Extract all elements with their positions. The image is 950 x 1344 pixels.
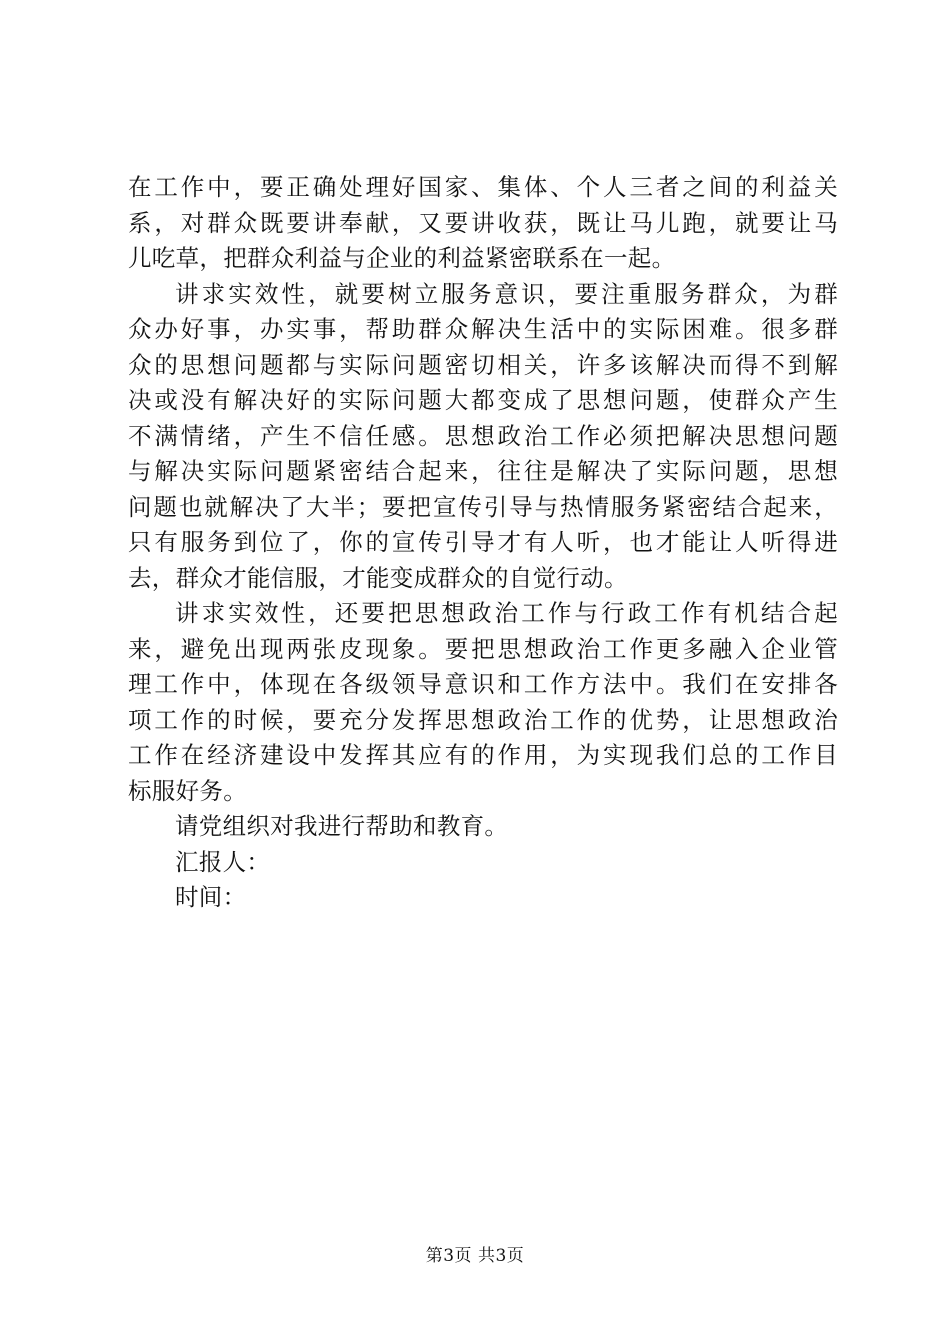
body-text-line: 在工作中，要正确处理好国家、集体、个人三者之间的利益关 <box>128 173 838 201</box>
body-text-line: 标服好务。 <box>128 776 247 805</box>
body-text-line: 问题也就解决了大半；要把宣传引导与热情服务紧密结合起来， <box>128 492 838 521</box>
body-text-line: 系，对群众既要讲奉献，又要讲收获，既让马儿跑，就要让马 <box>128 208 838 237</box>
document-body <box>128 170 838 916</box>
page-footer: 第3页 共3页 <box>425 1246 525 1266</box>
body-text-line: 决或没有解决好的实际问题大都变成了思想问题，使群众产生 <box>128 386 838 414</box>
body-text-line: 不满情绪，产生不信任感。思想政治工作必须把解决思想问题 <box>128 421 838 450</box>
body-text-line: 理工作中，体现在各级领导意识和工作方法中。我们在安排各 <box>128 670 838 698</box>
body-text-line: 与解决实际问题紧密结合起来，往往是解决了实际问题，思想 <box>128 457 838 485</box>
body-text-line: 众办好事，办实事，帮助群众解决生活中的实际困难。很多群 <box>128 315 838 343</box>
body-text-line: 众的思想问题都与实际问题密切相关，许多该解决而得不到解 <box>128 350 838 379</box>
body-text-line: 工作在经济建设中发挥其应有的作用，为实现我们总的工作目 <box>128 741 838 769</box>
body-text-line: 来，避免出现两张皮现象。要把思想政治工作更多融入企业管 <box>128 634 838 663</box>
body-text-line: 讲求实效性，就要树立服务意识，要注重服务群众，为群 <box>175 279 838 308</box>
body-text-line: 讲求实效性，还要把思想政治工作与行政工作有机结合起 <box>175 599 838 627</box>
body-text-line: 去，群众才能信服，才能变成群众的自觉行动。 <box>128 563 628 592</box>
body-text-line: 儿吃草，把群众利益与企业的利益紧密联系在一起。 <box>128 244 676 272</box>
body-text-line: 时间： <box>175 883 247 911</box>
body-text-line: 汇报人： <box>175 847 271 876</box>
body-text-line: 项工作的时候，要充分发挥思想政治工作的优势，让思想政治 <box>128 705 838 734</box>
body-text-line: 只有服务到位了，你的宣传引导才有人听，也才能让人听得进 <box>128 528 838 556</box>
body-text-line: 请党组织对我进行帮助和教育。 <box>175 812 509 840</box>
